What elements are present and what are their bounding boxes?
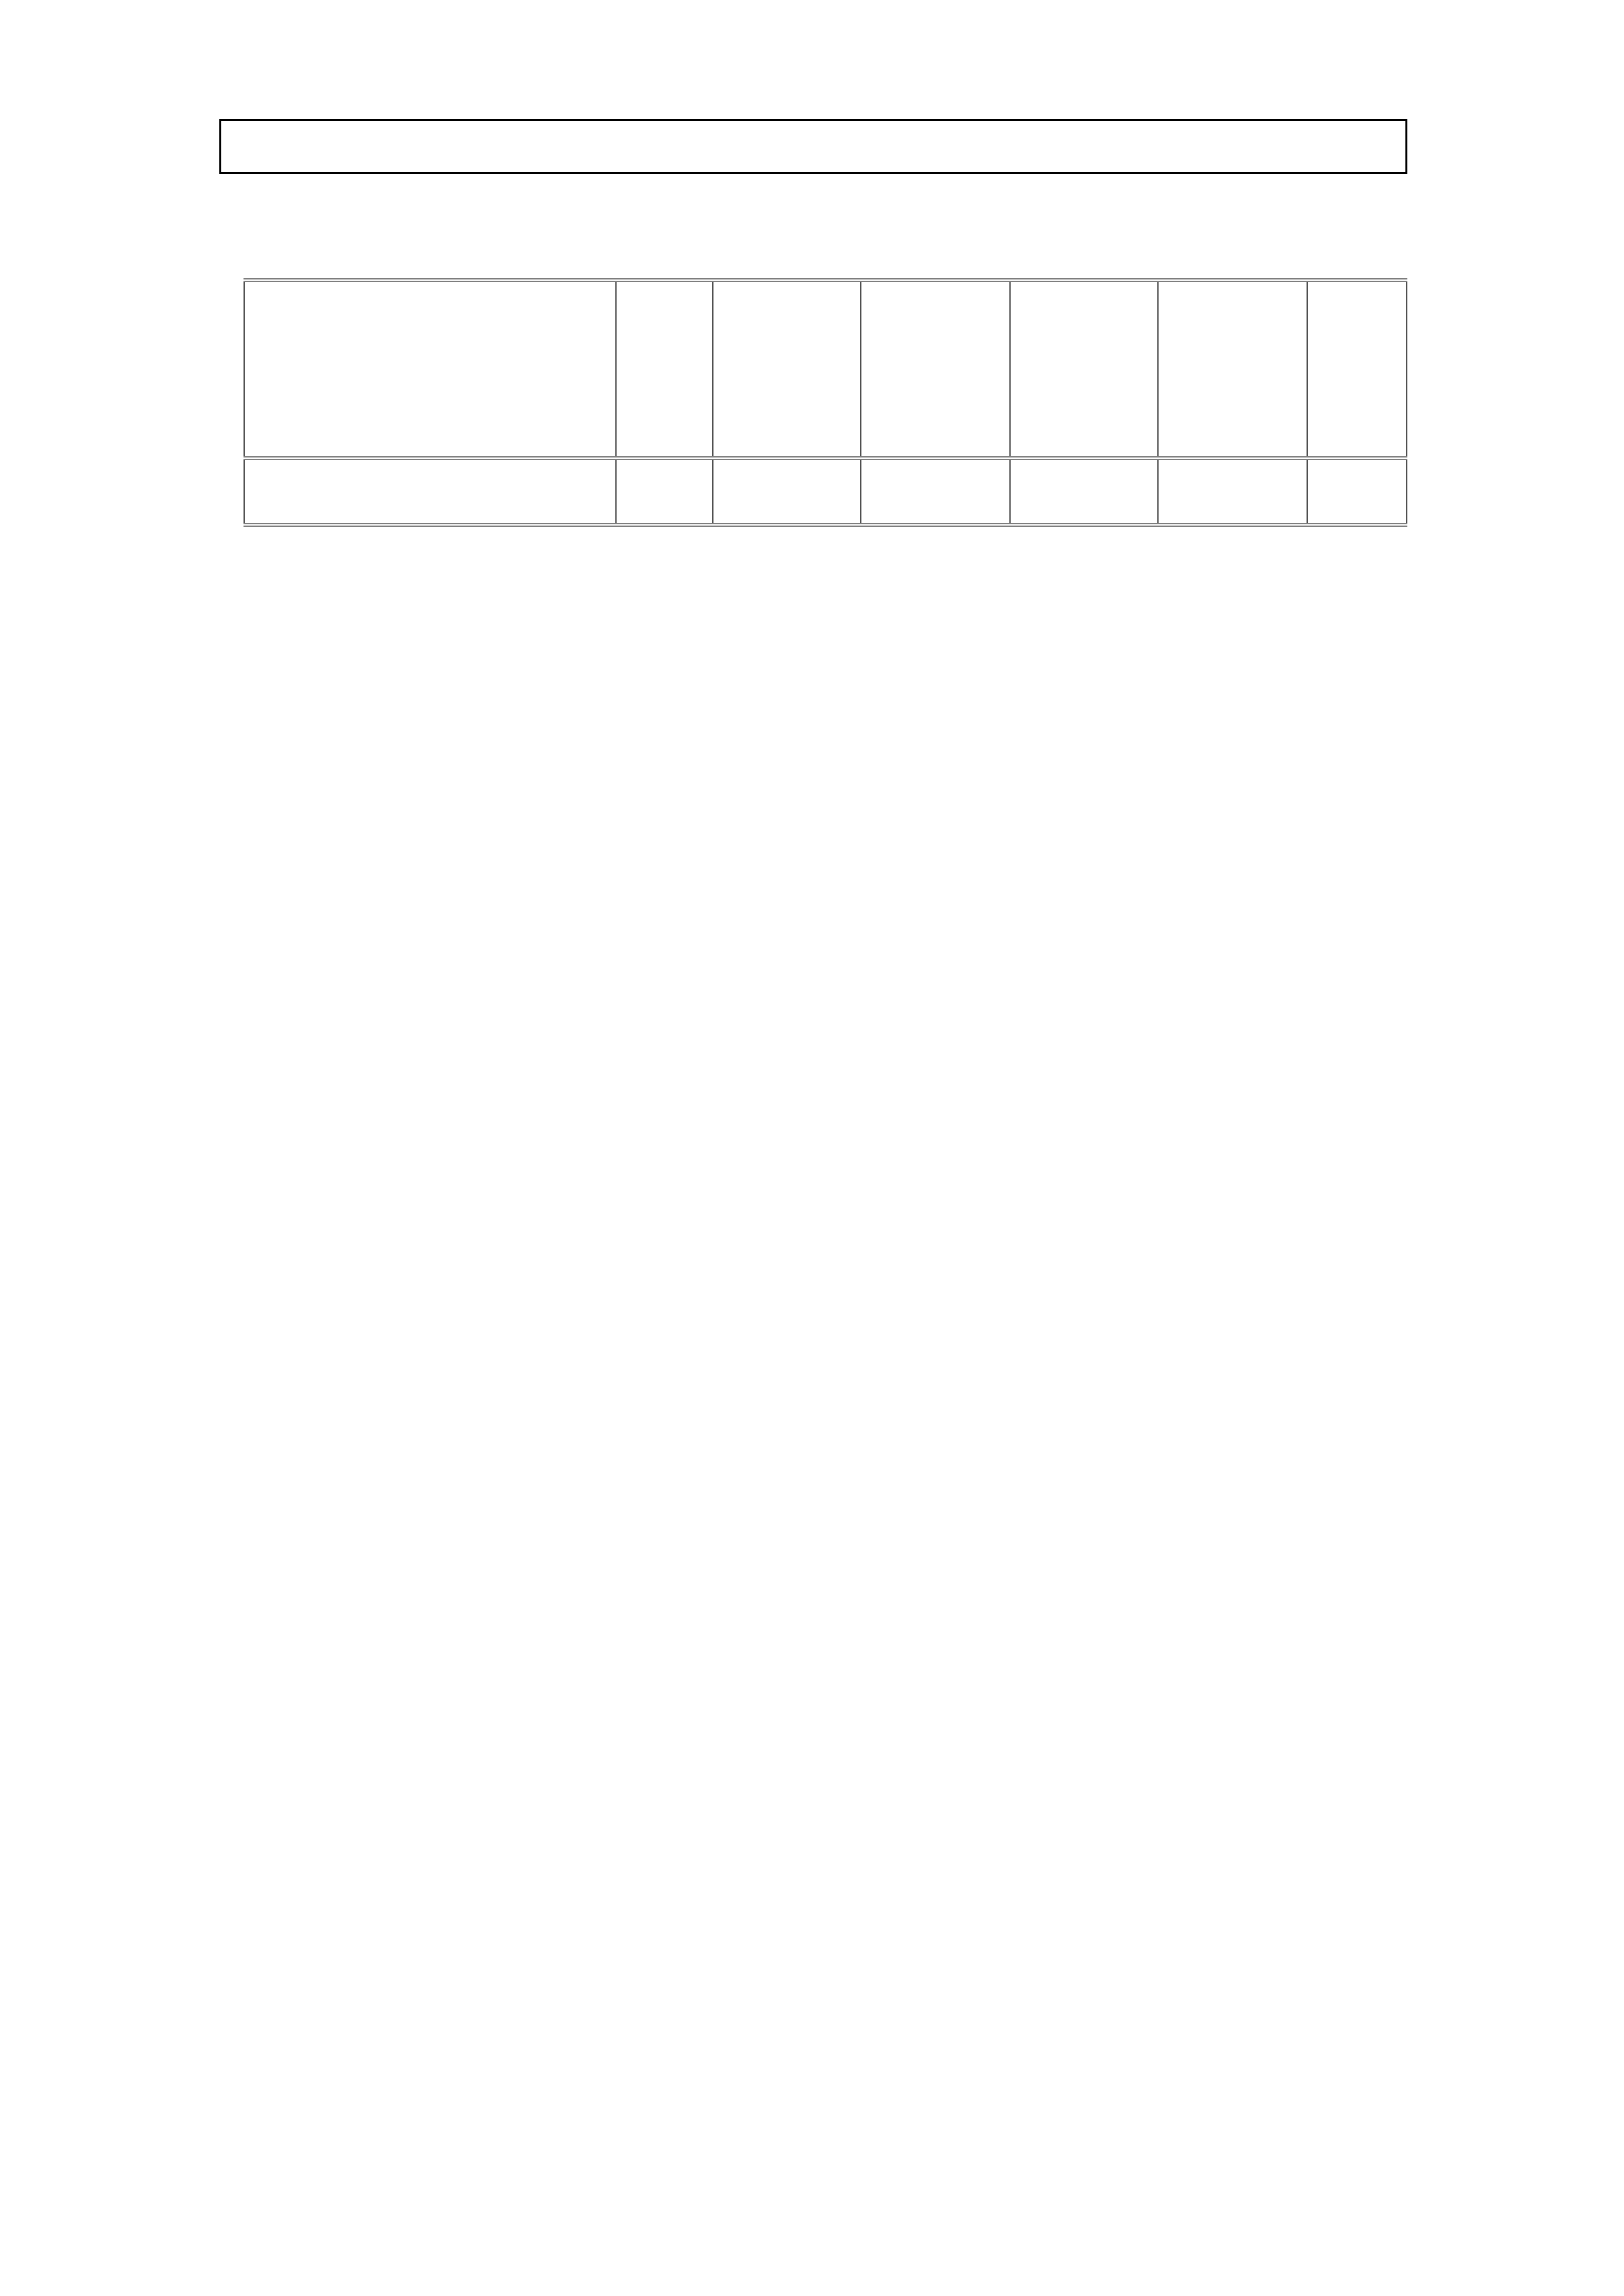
value-cell bbox=[1010, 458, 1158, 525]
column-header-cell bbox=[1010, 280, 1158, 458]
value-cell bbox=[1158, 458, 1307, 525]
survey-table bbox=[244, 278, 1407, 527]
column-header-cell bbox=[713, 280, 861, 458]
header-corner-cell bbox=[244, 280, 616, 458]
column-header-cell bbox=[861, 280, 1010, 458]
value-cell bbox=[1307, 458, 1407, 525]
column-header-cell bbox=[616, 280, 713, 458]
report-header-box bbox=[219, 119, 1407, 174]
value-cell bbox=[713, 458, 861, 525]
value-cell bbox=[861, 458, 1010, 525]
cases-cell bbox=[616, 458, 713, 525]
column-header-cell bbox=[1158, 280, 1307, 458]
table-row-total bbox=[244, 458, 1407, 525]
row-label-cell bbox=[244, 458, 616, 525]
column-header-cell bbox=[1307, 280, 1407, 458]
table-header-row bbox=[244, 280, 1407, 458]
